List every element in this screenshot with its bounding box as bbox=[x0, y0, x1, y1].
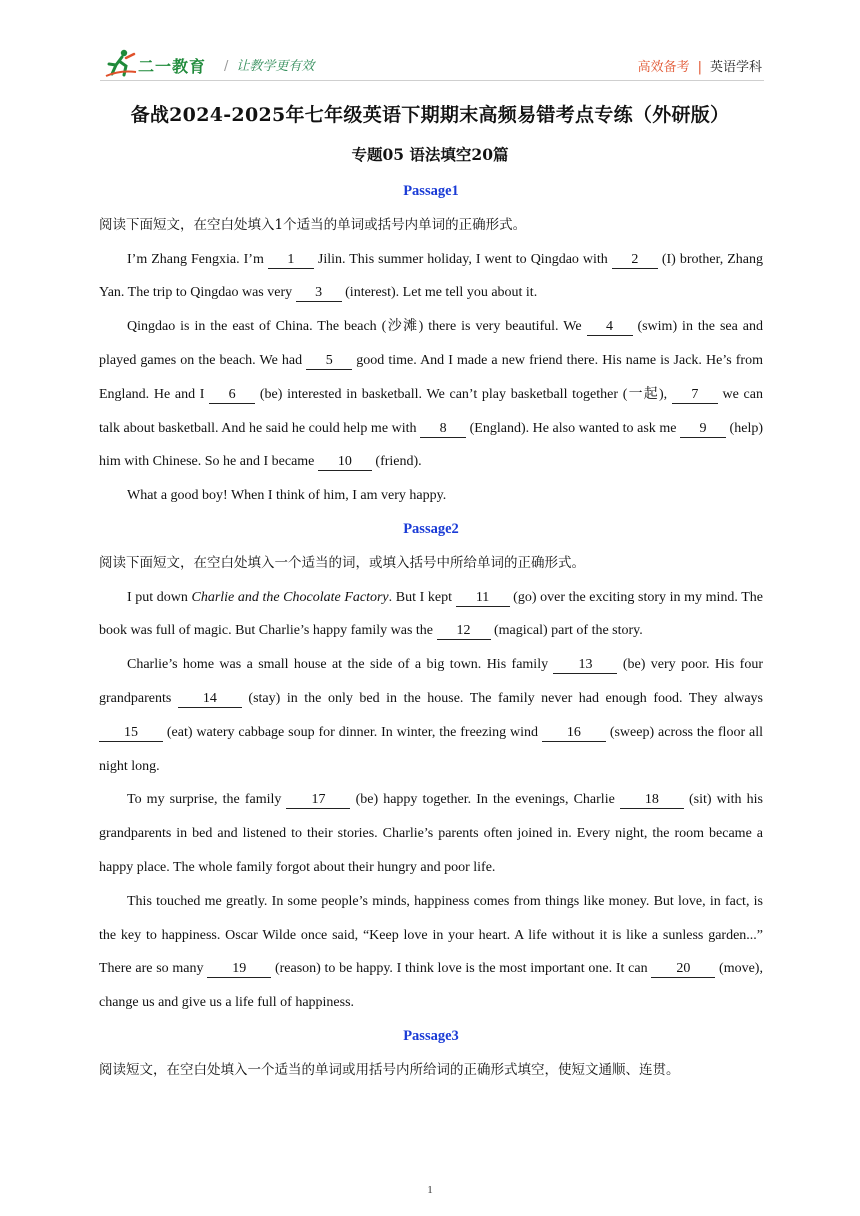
page-number: 1 bbox=[427, 1184, 433, 1196]
passage-text: This touched me greatly. In some people’s minds, happiness comes from things like money. But love, in fact, is the key to happiness. Oscar Wilde once said, “Keep love in your heart. A life without it is like a sunless garden...” There are so many bbox=[99, 893, 763, 977]
answer-blank-6[interactable]: 6 bbox=[209, 387, 255, 404]
passage-text: To my surprise, the family bbox=[127, 792, 287, 808]
passage2-para4 bbox=[99, 885, 763, 1020]
passage-text: (magical) part of the story. bbox=[490, 623, 643, 639]
answer-blank-14[interactable]: 14 bbox=[178, 691, 242, 708]
passage-text: (I) brother, Zhang Yan. The trip to Qingdao was very bbox=[99, 251, 763, 301]
tag-subject: 英语学科 bbox=[709, 60, 762, 75]
answer-blank-19[interactable]: 19 bbox=[207, 961, 271, 978]
passage-text: Qingdao is in the east of China. The beach (沙滩) there is very beautiful. We bbox=[127, 319, 587, 335]
answer-blank-10[interactable]: 10 bbox=[318, 454, 372, 471]
brand-name: 二一教育 bbox=[138, 57, 207, 76]
passage-text: (be) happy together. In the evenings, Charlie bbox=[350, 792, 620, 808]
passage2-instruction: 阅读下面短文，在空白处填入一个适当的词，或填入括号中所给单词的正确形式。 bbox=[99, 554, 585, 571]
answer-blank-9[interactable]: 9 bbox=[680, 421, 726, 438]
document-subtitle: 专题05 语法填空20篇 bbox=[351, 145, 509, 164]
passage-text: (help) him with Chinese. So he and I became bbox=[99, 420, 763, 470]
passage-text: Charlie’s home was a small house at the side of a big town. His family bbox=[127, 657, 554, 673]
passage-text: (England). He also wanted to ask me bbox=[466, 420, 680, 436]
book-title: Charlie and the Chocolate Factory bbox=[191, 589, 389, 605]
passage1-para2 bbox=[99, 310, 763, 479]
passage-text: Jilin. This summer holiday, I went to Qingdao with bbox=[313, 251, 612, 267]
answer-blank-20[interactable]: 20 bbox=[651, 961, 715, 978]
passage-text: (go) over the exciting story in my mind. The book was full of magic. But Charlie’s happy family was the bbox=[99, 589, 763, 639]
answer-blank-4[interactable]: 4 bbox=[587, 319, 633, 336]
passage-text: (swim) in the sea and played games on the beach. We had bbox=[99, 319, 763, 368]
answer-blank-3[interactable]: 3 bbox=[296, 285, 342, 302]
passage-text: we can talk about basketball. And he said he could help me with bbox=[99, 386, 763, 436]
answer-blank-13[interactable]: 13 bbox=[553, 657, 617, 674]
header-tags: 高效备考 | 英语学科 bbox=[637, 60, 762, 75]
passage-text: (sweep) across the floor all night long. bbox=[99, 724, 764, 774]
passage-text: (reason) to be happy. I think love is the most important one. It can bbox=[271, 961, 652, 977]
answer-blank-1[interactable]: 1 bbox=[268, 252, 314, 269]
runner-logo-icon bbox=[104, 48, 138, 78]
passage-text: (be) interested in basketball. We can’t play basketball together (一起), bbox=[255, 386, 672, 402]
passage2-para1: I put down Charlie and the Chocolate Factory. But I kept 11 (go) over the exciting story in my mind. The book was full of magic. But Charlie’s happy family was the 12 (magical) part of the story. bbox=[99, 589, 763, 639]
answer-blank-18[interactable]: 18 bbox=[620, 792, 684, 809]
answer-blank-16[interactable]: 16 bbox=[542, 725, 606, 742]
passage1-para1 bbox=[99, 243, 763, 311]
passage3-title: Passage3 bbox=[403, 1027, 459, 1044]
passage2-title: Passage2 bbox=[403, 520, 459, 537]
answer-blank-2[interactable]: 2 bbox=[612, 252, 658, 269]
passage2-para3 bbox=[99, 783, 763, 884]
answer-blank-15[interactable]: 15 bbox=[99, 725, 163, 742]
answer-blank-12[interactable]: 12 bbox=[437, 623, 491, 640]
answer-blank-5[interactable]: 5 bbox=[306, 353, 352, 370]
passage-text: good time. And I made a new friend there. His name is Jack. He’s from England. He and I bbox=[99, 352, 763, 402]
passage2-para2 bbox=[99, 648, 763, 783]
passage3-instruction: 阅读短文，在空白处填入一个适当的单词或用括号内所给词的正确形式填空，使短文通顺、连贯。 bbox=[99, 1061, 680, 1078]
header-divider bbox=[100, 80, 764, 81]
answer-blank-11[interactable]: 11 bbox=[456, 590, 510, 607]
passage-text: (stay) in the only bed in the house. The family never had enough food. They always bbox=[241, 690, 763, 706]
passage-text: (be) very poor. His four grandparents bbox=[99, 657, 764, 706]
passage-text: (interest). Let me tell you about it. bbox=[341, 285, 538, 301]
answer-blank-7[interactable]: 7 bbox=[672, 387, 718, 404]
tag-exam-prep: 高效备考 bbox=[637, 60, 690, 75]
passage-text: I’m Zhang Fengxia. I’m bbox=[127, 251, 268, 267]
passage-text: (sit) with his grandparents in bed and listened to their stories. Charlie’s parents often joined in. Every night, the room became a happy place. The whole family forgot about their hungry and poor life. bbox=[99, 792, 764, 875]
passage-text: . But I kept bbox=[388, 589, 456, 605]
document-body bbox=[99, 175, 763, 1088]
passage-text: (friend). bbox=[371, 454, 422, 470]
page-header bbox=[100, 46, 764, 86]
passage1-para3: What a good boy! When I think of him, I am very happy. bbox=[127, 488, 447, 504]
passage-text: (eat) watery cabbage soup for dinner. In winter, the freezing wind bbox=[163, 724, 542, 740]
answer-blank-17[interactable]: 17 bbox=[286, 792, 350, 809]
passage-text: (move), change us and give us a life full of happiness. bbox=[99, 961, 763, 1011]
passage1-instruction: 阅读下面短文，在空白处填入1个适当的单词或括号内单词的正确形式。 bbox=[99, 216, 527, 233]
answer-blank-8[interactable]: 8 bbox=[420, 421, 466, 438]
slogan: / 让教学更有效 bbox=[224, 59, 315, 74]
passage1-title: Passage1 bbox=[403, 183, 459, 199]
document-title: 备战2024-2025年七年级英语下期期末高频易错考点专练（外研版） bbox=[130, 104, 730, 126]
